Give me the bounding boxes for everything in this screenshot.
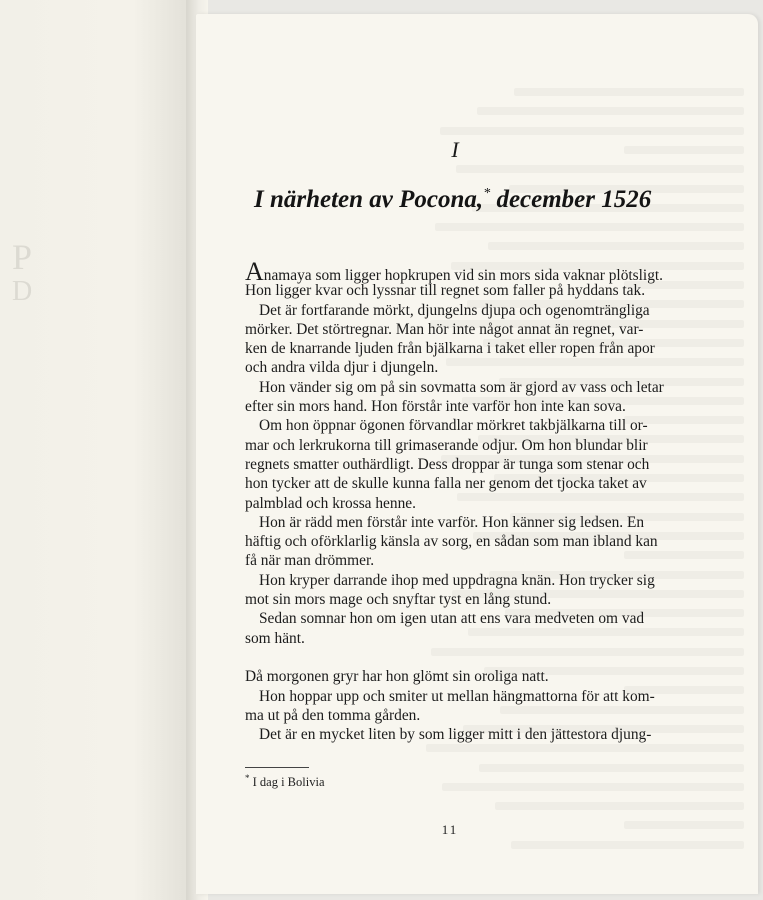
text-line [245, 436, 670, 455]
text-line-content: namaya som ligger hopkrupen vid sin mors sida vaknar plötsligt. [263, 267, 664, 284]
footnote-rule [245, 767, 309, 768]
text-line [245, 571, 670, 590]
text-line-content: mörker. Det störtregnar. Man hör inte något annat än regnet, var- [245, 320, 644, 338]
drop-cap: A [245, 257, 264, 286]
left-page-bleed-through: P D [12, 237, 33, 307]
paragraph-break [245, 648, 670, 667]
text-line [245, 725, 670, 744]
text-line-content: Hon hoppar upp och smiter ut mellan hängmattorna för att kom- [259, 687, 655, 705]
text-line-content: mot sin mors mage och snyftar tyst en lång stund. [245, 591, 552, 609]
text-line-content: Det är en mycket liten by som ligger mitt i den jättestora djung- [259, 726, 652, 744]
text-line [245, 532, 670, 551]
text-line-content: Hon vänder sig om på sin sovmatta som är gjord av vass och letar [259, 378, 664, 396]
text-line-content: Hon är rädd men förstår inte varför. Hon känner sig ledsen. En [259, 513, 645, 531]
text-line [245, 494, 670, 513]
text-line-content: som hänt. [245, 629, 305, 647]
text-line-content: ma ut på den tomma gården. [245, 706, 421, 724]
text-line [245, 590, 670, 609]
chapter-title-place: I närheten av Pocona, [254, 186, 484, 213]
left-page [0, 0, 190, 900]
chapter-title-footnote-marker: * [483, 186, 491, 201]
chapter-body-text [245, 257, 670, 744]
text-line [245, 687, 670, 706]
text-line-content: Det är fortfarande mörkt, djungelns djupa och ogenomträngliga [259, 301, 650, 319]
text-line [245, 378, 670, 397]
text-line-content: häftig och oförklarlig känsla av sorg, en sådan som man ibland kan [245, 533, 658, 551]
footnote [245, 773, 325, 790]
text-line-content: hon tycker att de skulle kunna falla ner genom det tjocka taket av [245, 475, 647, 493]
text-line [245, 257, 670, 286]
text-line [245, 281, 670, 300]
text-line-content: Hon ligger kvar och lyssnar till regnet som faller på hyddans tak. [245, 282, 646, 300]
text-line-content: regnets smatter outhärdligt. Dess droppar är tunga som stenar och [245, 455, 650, 473]
text-line-content: efter sin mors hand. Hon förstår inte varför hon inte kan sova. [245, 398, 626, 416]
chapter-title-date: december 1526 [496, 186, 652, 213]
text-line-content: få när man drömmer. [245, 552, 375, 570]
text-line [245, 455, 670, 474]
text-line [245, 358, 670, 377]
text-line [245, 513, 670, 532]
text-line-content: Då morgonen gryr har hon glömt sin oroliga natt. [245, 668, 549, 686]
text-line [245, 301, 670, 320]
text-line-content: Om hon öppnar ögonen förvandlar mörkret takbjälkarna till or- [259, 417, 648, 435]
text-line [245, 551, 670, 570]
chapter-number: I [451, 137, 459, 162]
text-line [245, 609, 670, 628]
text-line [245, 706, 670, 725]
text-line [245, 629, 670, 648]
text-line-content: palmblad och krossa henne. [245, 494, 416, 512]
text-line-content: Sedan somnar hon om igen utan att ens vara medveten om vad [259, 610, 645, 628]
text-line-content: Hon kryper darrande ihop med uppdragna knän. Hon trycker sig [259, 571, 655, 589]
text-line-content: och andra vilda djur i djungeln. [245, 359, 439, 377]
text-line [245, 397, 670, 416]
page-number: 11 [441, 822, 459, 837]
text-line-content: mar och lerkrukorna till grimaserande odjur. Om hon blundar blir [245, 436, 648, 454]
chapter-title [254, 186, 654, 214]
text-line [245, 320, 670, 339]
text-line-content: ken de knarrande ljuden från bjälkarna i taket eller ropen från apor [245, 340, 655, 358]
text-line [245, 416, 670, 435]
footnote-text: I dag i Bolivia [249, 775, 325, 790]
text-line [245, 474, 670, 493]
footnote-marker: * [245, 773, 250, 783]
text-line [245, 667, 670, 686]
text-line [245, 339, 670, 358]
